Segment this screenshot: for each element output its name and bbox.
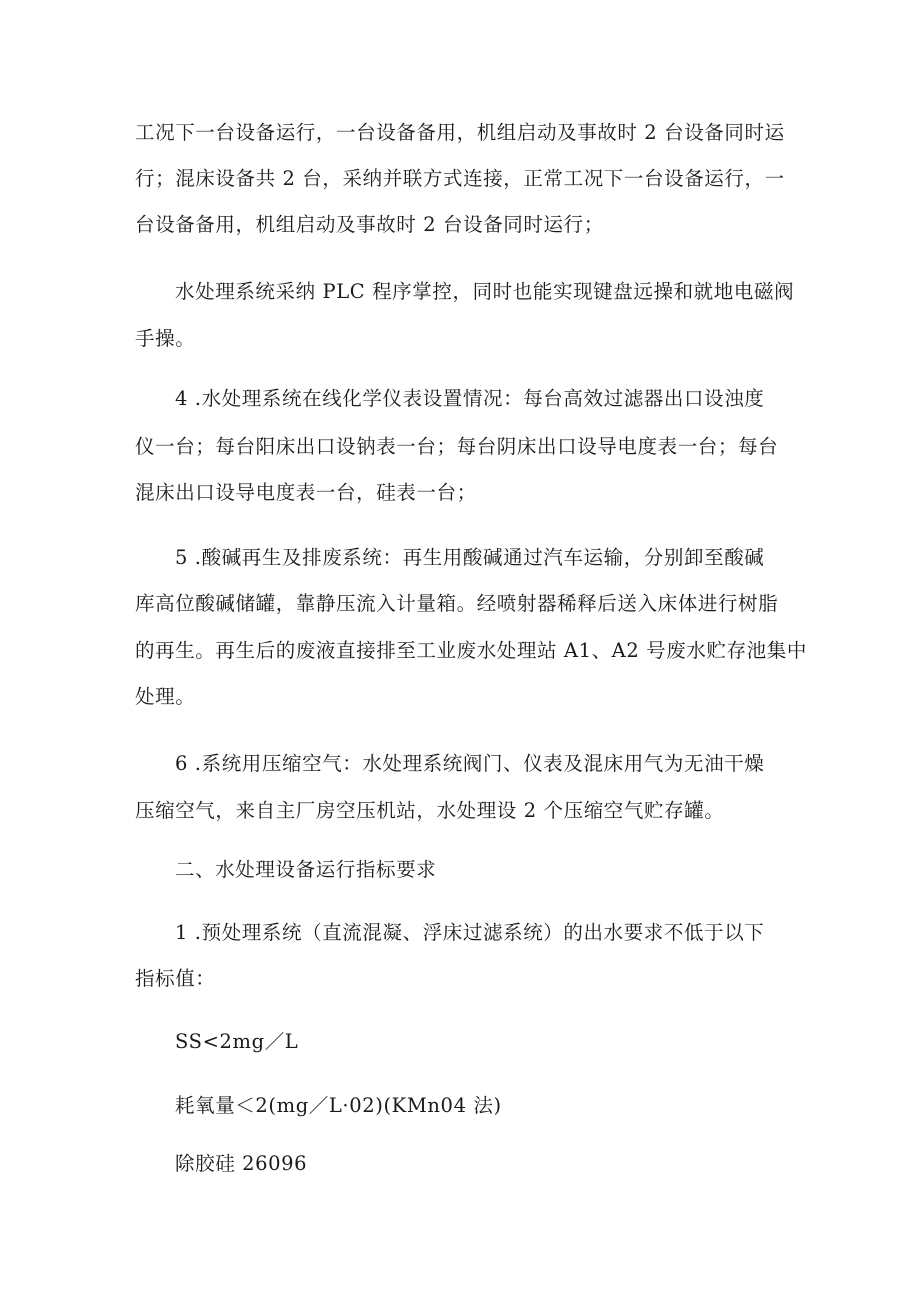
text-line: 水处理系统采纳 PLC 程序掌控，同时也能实现键盘远操和就地电磁阀 <box>175 280 795 303</box>
text-line: 的再生。再生后的废液直接排至工业废水处理站 A1、A2 号废水贮存池集中 <box>135 639 807 662</box>
text-line: 压缩空气，来自主厂房空压机站，水处理设 2 个压缩空气贮存罐。 <box>135 799 725 822</box>
text-line: 5 .酸碱再生及排废系统：再生用酸碱通过汽车运输，分别卸至酸碱 <box>175 546 765 569</box>
text-line: 6 .系统用压缩空气：水处理系统阀门、仪表及混床用气为无油干燥 <box>175 752 765 775</box>
text-line: 指标值： <box>135 967 216 990</box>
text-line: 混床出口设导电度表一台，硅表一台； <box>135 481 477 504</box>
text-line: 手操。 <box>135 327 196 350</box>
text-line: 台设备备用，机组启动及事故时 2 台设备同时运行； <box>135 213 604 236</box>
section-heading: 二、水处理设备运行指标要求 <box>175 858 437 881</box>
text-line: 1 .预处理系统（直流混凝、浮床过滤系统）的出水要求不低于以下 <box>175 921 765 944</box>
indicator-line: 耗氧量＜2(mg／L·02)(KMn04 法) <box>175 1094 502 1117</box>
indicator-line: 除胶硅 26096 <box>175 1152 308 1175</box>
text-line: 仪一台；每台阳床出口设钠表一台；每台阴床出口设导电度表一台；每台 <box>135 435 779 458</box>
text-line: 4 .水处理系统在线化学仪表设置情况：每台高效过滤器出口设浊度 <box>175 387 765 410</box>
text-line: 行；混床设备共 2 台，采纳并联方式连接，正常工况下一台设备运行，一 <box>135 167 785 190</box>
text-line: 处理。 <box>135 685 196 708</box>
text-line: 库高位酸碱储罐，靠静压流入计量箱。经喷射器稀释后送入床体进行树脂 <box>135 592 779 615</box>
indicator-line: SS<2mg／L <box>175 1030 299 1053</box>
text-line: 工况下一台设备运行，一台设备备用，机组启动及事故时 2 台设备同时运 <box>135 121 785 144</box>
